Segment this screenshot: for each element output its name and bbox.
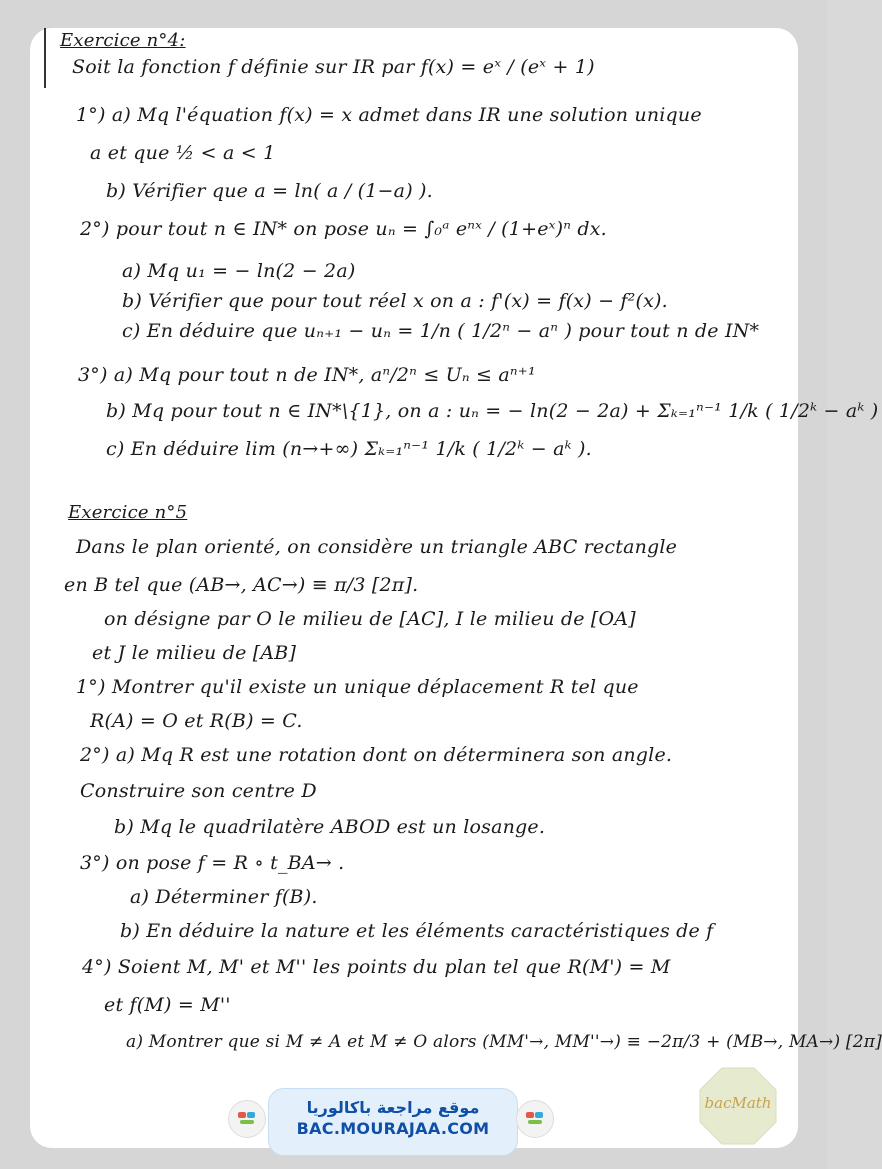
site-logo-right bbox=[516, 1100, 554, 1138]
exercise4-heading: Exercice n°4: bbox=[60, 30, 186, 51]
exercise4-line-12: c) En déduire lim (n→+∞) Σₖ₌₁ⁿ⁻¹ 1/k ( 1/2ᵏ − aᵏ ). bbox=[106, 438, 592, 460]
bacmath-logo-text: bacMath bbox=[704, 1094, 772, 1112]
exercise4-line-4: b) Vérifier que a = ln( a / (1−a) ). bbox=[106, 180, 433, 202]
exercise5-line-13: 4°) Soient M, M' et M'' les points du plan tel que R(M') = M bbox=[82, 956, 671, 978]
exercise5-line-14: et f(M) = M'' bbox=[104, 994, 231, 1016]
exercise5-line-12: b) En déduire la nature et les éléments caractéristiques de f bbox=[120, 920, 714, 942]
site-url[interactable]: BAC.MOURAJAA.COM bbox=[296, 1119, 490, 1138]
exercise5-line-9: b) Mq le quadrilatère ABOD est un losange. bbox=[114, 816, 546, 838]
exercise4-line-11: b) Mq pour tout n ∈ IN*\{1}, on a : uₙ = − ln(2 − 2a) + Σₖ₌₁ⁿ⁻¹ 1/k ( 1/2ᵏ − aᵏ ) bbox=[106, 400, 879, 422]
margin-line bbox=[44, 28, 46, 88]
exercise5-heading: Exercice n°5 bbox=[68, 502, 188, 523]
exercise5-line-6: R(A) = O et R(B) = C. bbox=[90, 710, 303, 732]
exercise5-line-4: et J le milieu de [AB] bbox=[92, 642, 297, 664]
exercise4-line-8: c) En déduire que uₙ₊₁ − uₙ = 1/n ( 1/2ⁿ − aⁿ ) pour tout n de IN* bbox=[122, 320, 760, 342]
exercise4-line-7: b) Vérifier que pour tout réel x on a : f'(x) = f(x) − f²(x). bbox=[122, 290, 668, 312]
exercise4-line-10: 3°) a) Mq pour tout n de IN*, aⁿ/2ⁿ ≤ Uₙ ≤ aⁿ⁺¹ bbox=[78, 364, 536, 386]
site-badge[interactable] bbox=[268, 1088, 518, 1156]
exercise4-line-2: 1°) a) Mq l'équation f(x) = x admet dans IR une solution unique bbox=[76, 104, 702, 126]
document-page bbox=[30, 28, 882, 1148]
exercise4-line-1: Soit la fonction f définie sur IR par f(x) = eˣ / (eˣ + 1) bbox=[72, 56, 595, 78]
exercise5-line-15: a) Montrer que si M ≠ A et M ≠ O alors (MM'→, MM''→) ≡ −2π/3 + (MB→, MA→) [2π] bbox=[126, 1032, 882, 1052]
exercise4-line-6: a) Mq u₁ = − ln(2 − 2a) bbox=[122, 260, 356, 282]
exercise4-line-5: 2°) pour tout n ∈ IN* on pose uₙ = ∫₀ᵃ eⁿˣ / (1+eˣ)ⁿ dx. bbox=[80, 218, 607, 240]
exercise5-line-3: on désigne par O le milieu de [AC], I le milieu de [OA] bbox=[104, 608, 636, 630]
exercise5-line-7: 2°) a) Mq R est une rotation dont on déterminera son angle. bbox=[80, 744, 673, 766]
site-name-arabic: موقع مراجعة باكالوريا bbox=[306, 1098, 480, 1117]
exercise5-line-5: 1°) Montrer qu'il existe un unique déplacement R tel que bbox=[76, 676, 639, 698]
exercise5-line-10: 3°) on pose f = R ∘ t_BA→ . bbox=[80, 852, 345, 874]
exercise5-line-11: a) Déterminer f(B). bbox=[130, 886, 318, 908]
site-logo-left bbox=[228, 1100, 266, 1138]
exercise5-line-8: Construire son centre D bbox=[80, 780, 317, 802]
exercise5-line-1: Dans le plan orienté, on considère un triangle ABC rectangle bbox=[76, 536, 678, 558]
exercise4-line-3: a et que ½ < a < 1 bbox=[90, 142, 276, 164]
bacmath-logo bbox=[698, 1066, 778, 1146]
exercise5-line-2: en B tel que (AB→, AC→) ≡ π/3 [2π]. bbox=[64, 574, 419, 596]
